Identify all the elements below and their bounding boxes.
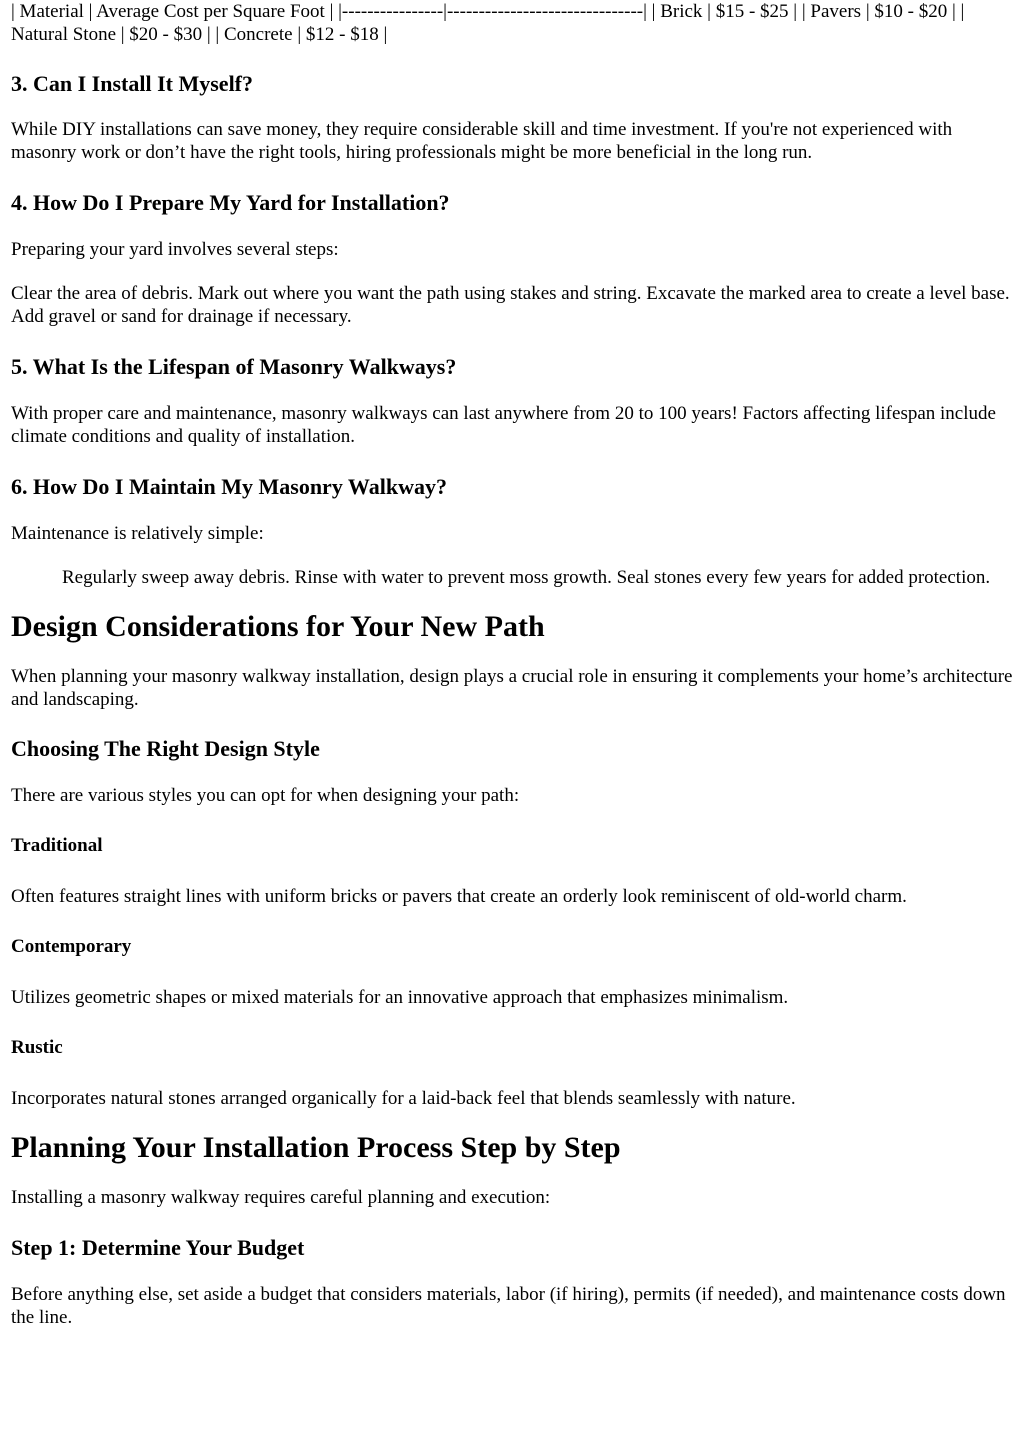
- step-1-heading: Step 1: Determine Your Budget: [11, 1235, 305, 1260]
- design-style-intro: There are various styles you can opt for when designing your path:: [11, 785, 520, 806]
- subheading-design-style: Choosing The Right Design Style: [11, 736, 320, 761]
- faq-heading-prepare-yard: 4. How Do I Prepare My Yard for Installation?: [11, 190, 450, 215]
- style-description-rustic: Incorporates natural stones arranged organically for a laid-back feel that blends seamlessly with nature.: [11, 1088, 796, 1109]
- faq-answer-lifespan: With proper care and maintenance, masonry walkways can last anywhere from 20 to 100 years! Factors affecting lifespan include climate conditions and quality of installation.: [11, 403, 996, 447]
- step-1-body: Before anything else, set aside a budget that considers materials, labor (if hiring), permits (if needed), and maintenance costs down the line.: [11, 1284, 1006, 1328]
- faq-heading-maintain: 6. How Do I Maintain My Masonry Walkway?: [11, 474, 447, 499]
- faq-answer-install-myself: While DIY installations can save money, they require considerable skill and time investment. If you're not experienced with masonry work or don’t have the right tools, hiring professionals might be more beneficial in the long run.: [11, 119, 953, 163]
- style-name-contemporary: Contemporary: [11, 936, 132, 957]
- style-description-traditional: Often features straight lines with uniform bricks or pavers that create an orderly look reminiscent of old-world charm.: [11, 886, 907, 907]
- style-description-contemporary: Utilizes geometric shapes or mixed materials for an innovative approach that emphasizes minimalism.: [11, 987, 789, 1008]
- planning-intro: Installing a masonry walkway requires careful planning and execution:: [11, 1187, 551, 1208]
- style-name-rustic: Rustic: [11, 1037, 63, 1058]
- design-intro: When planning your masonry walkway installation, design plays a crucial role in ensuring it complements your home’s architecture and landscaping.: [11, 666, 1013, 710]
- faq-answer-maintain-intro: Maintenance is relatively simple:: [11, 523, 264, 544]
- maintenance-tips-quote: [11, 566, 1013, 589]
- maintenance-tips-text: Regularly sweep away debris. Rinse with water to prevent moss growth. Seal stones every few years for added protection.: [62, 567, 991, 588]
- section-heading-planning: Planning Your Installation Process Step by Step: [11, 1131, 621, 1164]
- faq-answer-prepare-yard-intro: Preparing your yard involves several steps:: [11, 239, 339, 260]
- style-name-traditional: Traditional: [11, 835, 103, 856]
- faq-heading-install-myself: 3. Can I Install It Myself?: [11, 71, 254, 96]
- section-heading-design: Design Considerations for Your New Path: [11, 610, 545, 643]
- faq-answer-prepare-yard-steps: Clear the area of debris. Mark out where you want the path using stakes and string. Excavate the marked area to create a level base. Add gravel or sand for drainage if necessary.: [11, 283, 1010, 327]
- faq-heading-lifespan: 5. What Is the Lifespan of Masonry Walkways?: [11, 354, 457, 379]
- cost-table-text: | Material | Average Cost per Square Foot | |----------------|-------------------------------| | Brick | $15 - $25 | | Pavers | $10 - $20 | | Natural Stone | $20 - $30 | | Concrete | $12 - $18 |: [11, 1, 965, 45]
